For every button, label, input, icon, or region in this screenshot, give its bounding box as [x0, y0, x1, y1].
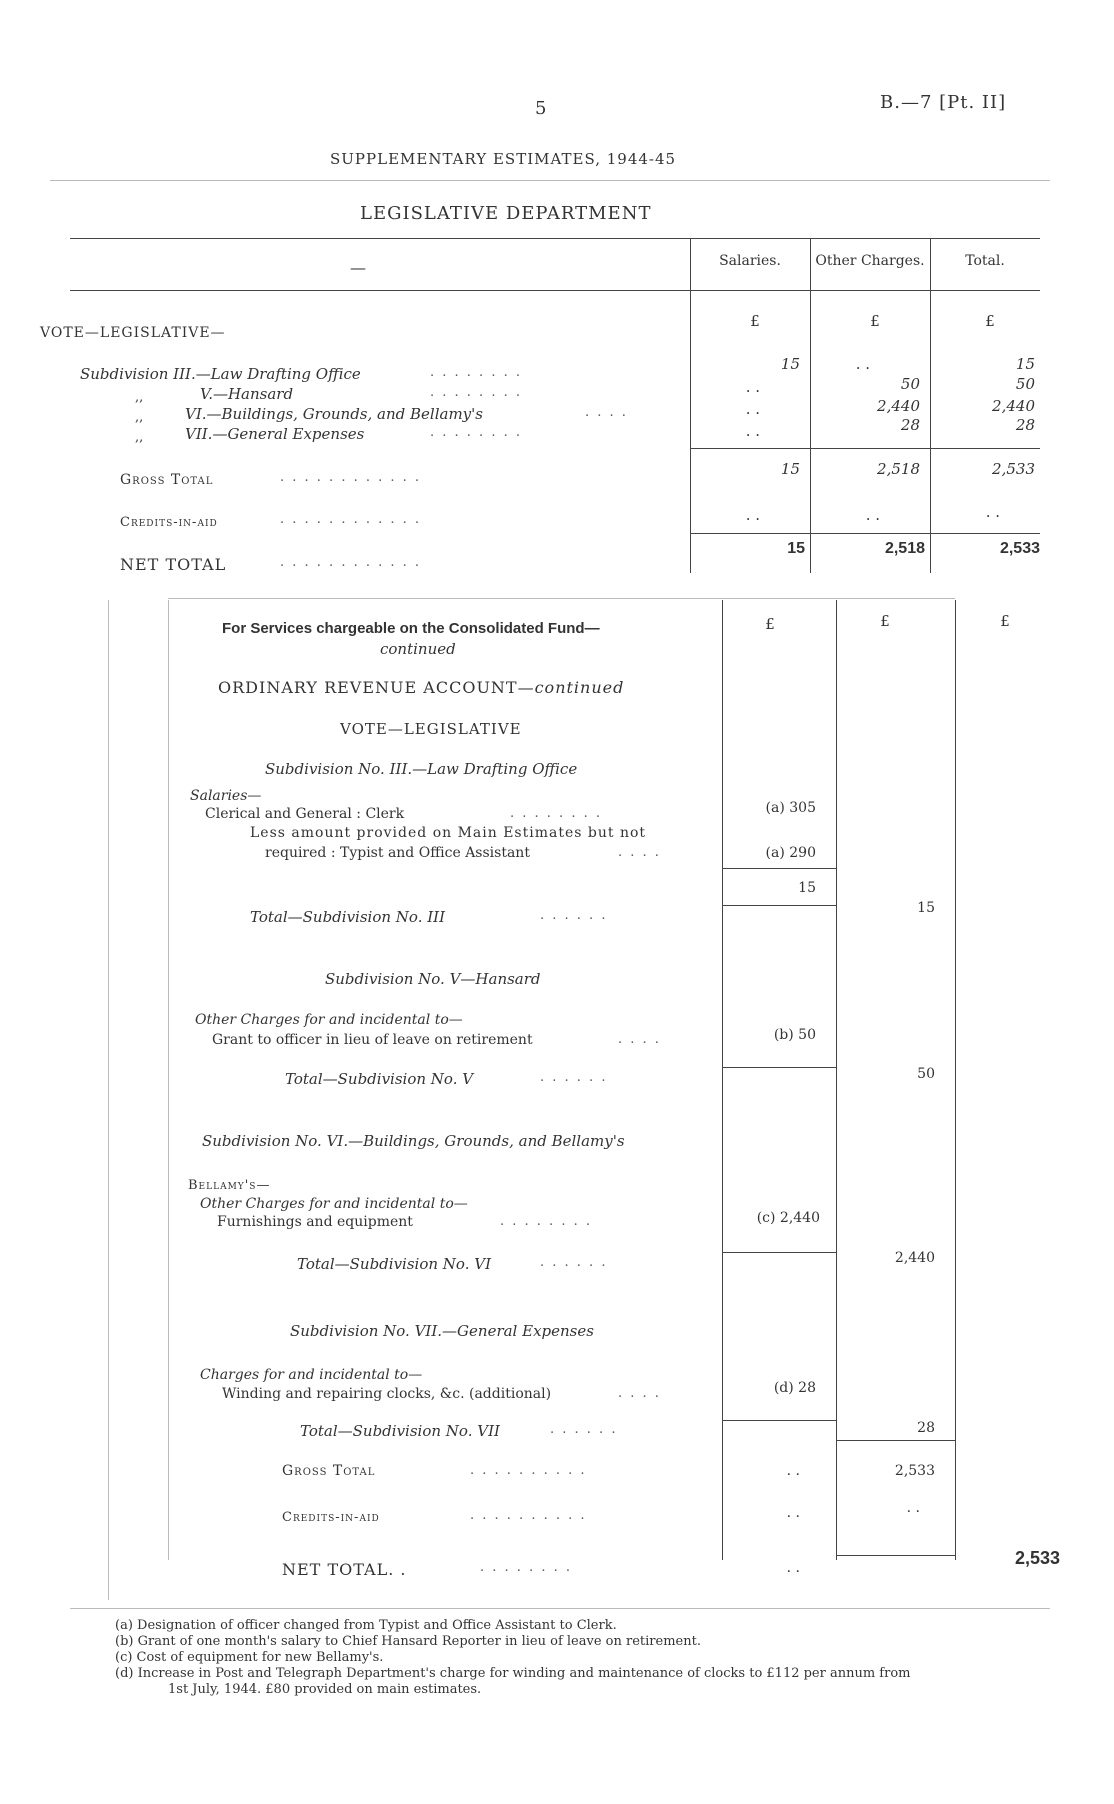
gross-total-label: Gross Total: [120, 472, 214, 488]
leader-dots: . . . . . . . .: [510, 806, 602, 821]
credits-c1: . .: [786, 1505, 800, 1521]
column-header-total: Total.: [965, 253, 1005, 269]
currency-symbol: £: [985, 312, 995, 330]
footnote-b: (b) Grant of one month's salary to Chief Hansard Reporter in lieu of leave on retirement.: [115, 1634, 701, 1649]
leader-dots: . . . . . . . .: [430, 365, 522, 380]
line-item-amount: (a) 305: [765, 800, 816, 816]
net-total-label: NET TOTAL: [120, 555, 227, 574]
charges-group-label: Charges for and incidental to—: [200, 1367, 423, 1383]
leader-dots: . . . . . . . . . . . .: [280, 512, 422, 527]
other-charges-group-label: Other Charges for and incidental to—: [200, 1196, 468, 1212]
credits-other: . .: [865, 506, 880, 524]
leader-dots: . . . .: [618, 845, 661, 860]
summary-other-value: 28: [900, 416, 920, 434]
leader-dots: . . . .: [618, 1386, 661, 1401]
credits-in-aid-label: Credits-in-aid: [120, 515, 218, 530]
leader-dots: . . . .: [585, 405, 628, 420]
vote-label: VOTE—LEGISLATIVE—: [40, 325, 226, 341]
leader-dots: . . . . . . . .: [480, 1560, 572, 1575]
summary-salaries-value: 15: [780, 355, 800, 373]
leader-dots: . . . . . .: [550, 1422, 618, 1437]
summary-total-value: 28: [1015, 416, 1035, 434]
net-total-other: 2,518: [884, 540, 925, 557]
credits-in-aid-label: Credits-in-aid: [282, 1510, 380, 1525]
subdivision-total-amount: 50: [917, 1066, 935, 1082]
ditto-mark: ,,: [135, 430, 144, 445]
bellamys-group-label: Bellamy's—: [188, 1178, 271, 1193]
subtotal-amount: 15: [798, 880, 816, 896]
ditto-mark: ,,: [135, 410, 144, 425]
consolidated-fund-heading: For Services chargeable on the Consolidated Fund—: [222, 620, 600, 637]
heading-continued: continued: [380, 640, 456, 658]
net-total-c1: . .: [786, 1560, 800, 1576]
page-number: 5: [535, 98, 547, 119]
subdivision-total-amount: 2,440: [894, 1250, 935, 1266]
line-item-label: Grant to officer in lieu of leave on retirement: [212, 1032, 533, 1048]
line-item-label: required : Typist and Office Assistant: [265, 845, 530, 861]
leader-dots: . . . . . . . .: [430, 425, 522, 440]
summary-salaries-value: . .: [745, 400, 760, 418]
gross-total-salaries: 15: [780, 460, 800, 478]
subdivision-iii-title: Subdivision No. III.—Law Drafting Office: [265, 760, 578, 778]
credits-salaries: . .: [745, 506, 760, 524]
credits-c2: . .: [906, 1500, 920, 1516]
footnote-d: (d) Increase in Post and Telegraph Department's charge for winding and maintenance of clocks to £112 per annum from: [115, 1666, 911, 1681]
other-charges-group-label: Other Charges for and incidental to—: [195, 1012, 463, 1028]
leader-dots: . . . . . . . .: [430, 385, 522, 400]
leader-dots: . . . . . .: [540, 908, 608, 923]
summary-total-value: 50: [1015, 375, 1035, 393]
gross-total-c1: . .: [786, 1463, 800, 1479]
summary-other-value: 50: [900, 375, 920, 393]
department-title: LEGISLATIVE DEPARTMENT: [360, 203, 652, 224]
summary-salaries-value: . .: [745, 378, 760, 396]
subdivision-total-amount: 15: [917, 900, 935, 916]
currency-symbol: £: [880, 612, 890, 630]
currency-symbol: £: [765, 615, 775, 633]
footnote-c: (c) Cost of equipment for new Bellamy's.: [115, 1650, 384, 1665]
net-total-amount: 2,533: [1014, 1548, 1060, 1568]
ditto-mark: ,,: [135, 390, 144, 405]
subdivision-total-label: Total—Subdivision No. VI: [297, 1255, 491, 1273]
stub-dash: —: [350, 258, 366, 277]
subdivision-vi-title: Subdivision No. VI.—Buildings, Grounds, and Bellamy's: [202, 1132, 625, 1150]
summary-other-value: 2,440: [877, 397, 920, 415]
column-header-salaries: Salaries.: [719, 253, 781, 269]
ordinary-revenue-account: ORDINARY REVENUE ACCOUNT—continued: [218, 678, 625, 697]
leader-dots: . . . . . . . .: [500, 1214, 592, 1229]
summary-row-label: Subdivision III.—Law Drafting Office: [80, 365, 361, 383]
leader-dots: . . . . . . . . . .: [470, 1463, 587, 1478]
line-item-amount: (d) 28: [773, 1380, 816, 1396]
footnote-a: (a) Designation of officer changed from Typist and Office Assistant to Clerk.: [115, 1618, 617, 1633]
line-item-label: Furnishings and equipment: [217, 1214, 413, 1230]
line-item-amount: (b) 50: [773, 1027, 816, 1043]
leader-dots: . . . . . .: [540, 1070, 608, 1085]
gross-total-amount: 2,533: [894, 1463, 935, 1479]
subdivision-vii-title: Subdivision No. VII.—General Expenses: [290, 1322, 594, 1340]
vote-heading: VOTE—LEGISLATIVE: [340, 720, 522, 738]
gross-total-label: Gross Total: [282, 1463, 376, 1479]
subdivision-total-amount: 28: [917, 1420, 935, 1436]
supplementary-estimates-title: SUPPLEMENTARY ESTIMATES, 1944-45: [330, 150, 677, 168]
line-item-label: Less amount provided on Main Estimates but not: [250, 825, 647, 841]
leader-dots: . . . .: [618, 1032, 661, 1047]
credits-total: . .: [985, 503, 1000, 521]
summary-total-value: 15: [1015, 355, 1035, 373]
gross-total-other: 2,518: [877, 460, 920, 478]
summary-row-label: VII.—General Expenses: [185, 425, 365, 443]
net-total-salaries: 15: [787, 540, 805, 557]
column-header-other-charges: Other Charges.: [815, 253, 925, 269]
currency-symbol: £: [870, 312, 880, 330]
line-item-amount: (a) 290: [765, 845, 816, 861]
salaries-group-label: Salaries—: [190, 788, 262, 804]
leader-dots: . . . . . . . . . . . .: [280, 555, 422, 570]
subdivision-total-label: Total—Subdivision No. V: [285, 1070, 474, 1088]
net-total-label: NET TOTAL. .: [282, 1560, 407, 1579]
summary-row-label: V.—Hansard: [200, 385, 294, 403]
summary-other-value: . .: [855, 355, 870, 373]
line-item-label: Winding and repairing clocks, &c. (additional): [222, 1386, 552, 1402]
document-reference: B.—7 [Pt. II]: [880, 92, 1007, 113]
subdivision-total-label: Total—Subdivision No. III: [250, 908, 446, 926]
line-item-label: Clerical and General : Clerk: [205, 806, 405, 822]
currency-symbol: £: [1000, 612, 1010, 630]
currency-symbol: £: [750, 312, 760, 330]
subdivision-total-label: Total—Subdivision No. VII: [300, 1422, 500, 1440]
summary-salaries-value: . .: [745, 422, 760, 440]
subdivision-v-title: Subdivision No. V—Hansard: [325, 970, 541, 988]
leader-dots: . . . . . . . . . . . .: [280, 470, 422, 485]
line-item-amount: (c) 2,440: [756, 1210, 820, 1226]
summary-row-label: VI.—Buildings, Grounds, and Bellamy's: [185, 405, 483, 423]
summary-total-value: 2,440: [992, 397, 1035, 415]
net-total-total: 2,533: [999, 540, 1040, 557]
footnote-d-continued: 1st July, 1944. £80 provided on main estimates.: [168, 1682, 482, 1697]
leader-dots: . . . . . . . . . .: [470, 1508, 587, 1523]
gross-total-total: 2,533: [992, 460, 1035, 478]
leader-dots: . . . . . .: [540, 1255, 608, 1270]
